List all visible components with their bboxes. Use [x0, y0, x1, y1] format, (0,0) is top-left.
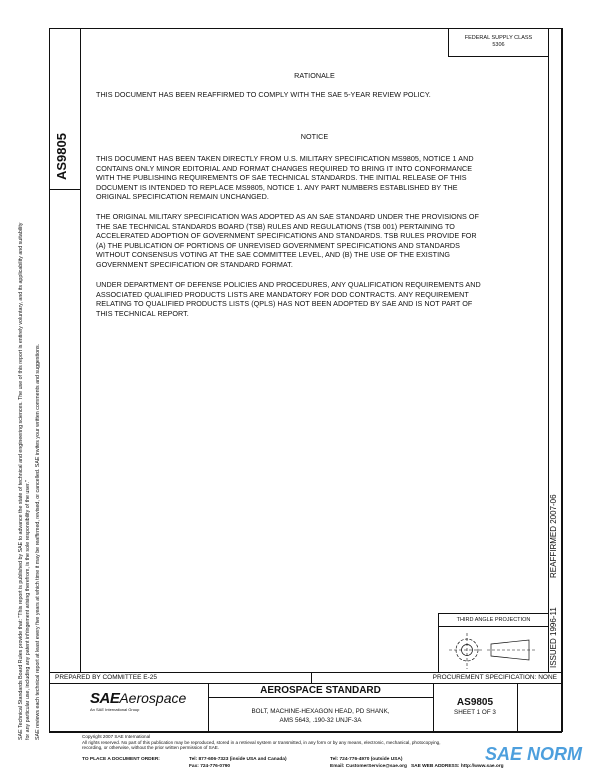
- sae-aerospace-logo: [90, 690, 186, 712]
- side-doc-number: AS9805: [54, 133, 69, 180]
- notice-heading: NOTICE: [300, 132, 329, 141]
- projection-label: THIRD ANGLE PROJECTION: [439, 614, 548, 627]
- order-contacts-intl: [330, 757, 504, 770]
- order-contacts-us: [189, 757, 287, 770]
- notice-paragraph-2: THE ORIGINAL MILITARY SPECIFICATION WAS ADOPTED AS AN SAE STANDARD UNDER THE PROVISIONS OF THE SAE TECHNICAL STANDARDS BOARD (TSB) RULES AND REGULATIONS (TSB 001) PERTAINING TO ACCELERATED ADOPTION OF GOVERNMENT SPECIFICATIONS AND STANDARDS. TSB RULES PROVIDE FOR (A) THE PUBLICATION OF PORTIONS OF UNREVISED GOVERNMENT SPECIFICATIONS AND STANDARDS WITHOUT CONSENSUS VOTING AT THE SAE COMMITTEE LEVEL, AND (B) THE USE OF THE EXISTING GOVERNMENT SPECIFICATION OR STANDARD FORMAT.: [96, 212, 479, 269]
- prepared-by: PREPARED BY COMMITTEE E-25: [55, 674, 157, 681]
- standard-type: AEROSPACE STANDARD: [260, 685, 381, 696]
- sae-norm-watermark: SAE NORM: [485, 744, 583, 764]
- frame-right: [561, 28, 563, 732]
- federal-supply-class-label: FEDERAL SUPPLY CLASS: [464, 35, 533, 41]
- title-line-1: BOLT, MACHINE-HEXAGON HEAD, PD SHANK,: [251, 708, 390, 715]
- standard-divider: [208, 697, 433, 698]
- frame-left: [49, 28, 50, 732]
- issued-date: ISSUED 1996-11: [549, 607, 558, 668]
- procurement-specification: PROCUREMENT SPECIFICATION: NONE: [432, 674, 557, 681]
- federal-supply-class-box: [448, 28, 548, 57]
- reaffirmed-date: REAFFIRMED 2007-06: [549, 494, 558, 578]
- rationale-text: THIS DOCUMENT HAS BEEN REAFFIRMED TO COMPLY WITH THE SAE 5-YEAR REVIEW POLICY.: [96, 90, 431, 99]
- tel-intl: Tel: 724-776-4970 (outside USA): [330, 757, 403, 762]
- third-angle-projection-box: [438, 613, 548, 673]
- title-line-2: AMS 5643, .190-32 UNJF-3A: [279, 717, 362, 724]
- notice-paragraph-1: THIS DOCUMENT HAS BEEN TAKEN DIRECTLY FROM U.S. MILITARY SPECIFICATION MS9805, NOTICE 1 AND CONTAINS ONLY MINOR EDITORIAL AND FORMAT CHANGES REQUIRED TO BRING IT INTO CONFORMANCE WITH THE PUBLISHING REQUIREMENTS OF SAE TECHNICAL STANDARDS. THE INITIAL RELEASE OF THIS DOCUMENT IS INTENDED TO REPLACE MS9805, NOTICE 1. ANY PART NUMBERS ESTABLISHED BY THE ORIGINAL SPECIFICATION REMAIN UNCHANGED.: [96, 154, 474, 202]
- number-divider: [517, 683, 518, 732]
- footer: [82, 734, 552, 751]
- title-block-top: [49, 672, 562, 673]
- document-title: [208, 707, 433, 725]
- disclaimer-review: SAE reviews each technical report at least every five years at which time it may be reaffirmed, revised, or cancelled. SAE invites your written comments and suggestions.: [35, 343, 41, 740]
- order-label: TO PLACE A DOCUMENT ORDER:: [82, 757, 160, 762]
- tel-us: Tel: 877-606-7323 (inside USA and Canada): [189, 757, 287, 762]
- federal-supply-class-value: 5306: [492, 42, 505, 48]
- left-column-divider: [80, 28, 81, 673]
- third-angle-projection-symbol-icon: [439, 627, 549, 674]
- web-address[interactable]: SAE WEB ADDRESS: http://www.sae.org: [410, 763, 504, 769]
- sheet-number: SHEET 1 OF 3: [454, 709, 496, 716]
- title-block-row-divider: [49, 683, 562, 684]
- notice-paragraph-3: UNDER DEPARTMENT OF DEFENSE POLICIES AND PROCEDURES, ANY QUALIFICATION REQUIREMENTS AND ASSOCIATED QUALIFIED PRODUCTS LISTS ARE MANDATORY FOR DOD CONTRACTS. ANY REQUIREMENT RELATING TO QUALIFIED PRODUCTS LISTS (QPLS) HAS NOT BEEN ADOPTED BY SAE AND IS NOT PART OF THIS TECHNICAL REPORT.: [96, 280, 481, 318]
- title-block-doc-number: AS9805: [456, 697, 494, 708]
- left-column-rule: [49, 189, 80, 190]
- fax: Fax: 724-776-0790: [189, 763, 231, 769]
- copyright: Copyright 2007 SAE International: [82, 734, 151, 739]
- rights-notice: All rights reserved. No part of this publication may be reproduced, stored in a retrieval system or transmitted, in any form or by any means, electronic, mechanical, photocopying, recording, or otherwise, without the prior written permission of SAE.: [82, 739, 441, 751]
- logo-aerospace: Aerospace: [119, 690, 187, 706]
- email[interactable]: Email: CustomerService@sae.org: [330, 763, 407, 769]
- logo-sae: SAE: [90, 690, 120, 707]
- frame-bottom: [49, 731, 562, 733]
- logo-subtitle: An SAE International Group: [90, 707, 140, 712]
- rationale-heading: RATIONALE: [294, 71, 335, 80]
- disclaimer-tsb-rules: SAE Technical Standards Board Rules provide that: "This report is published by SAE to advance the state of technical and engineering sciences. The use of this report is entirely voluntary, and its applicability and suitability for any particular use, including any patent infringement arising therefrom, is the sole responsibility of the user.": [18, 222, 31, 740]
